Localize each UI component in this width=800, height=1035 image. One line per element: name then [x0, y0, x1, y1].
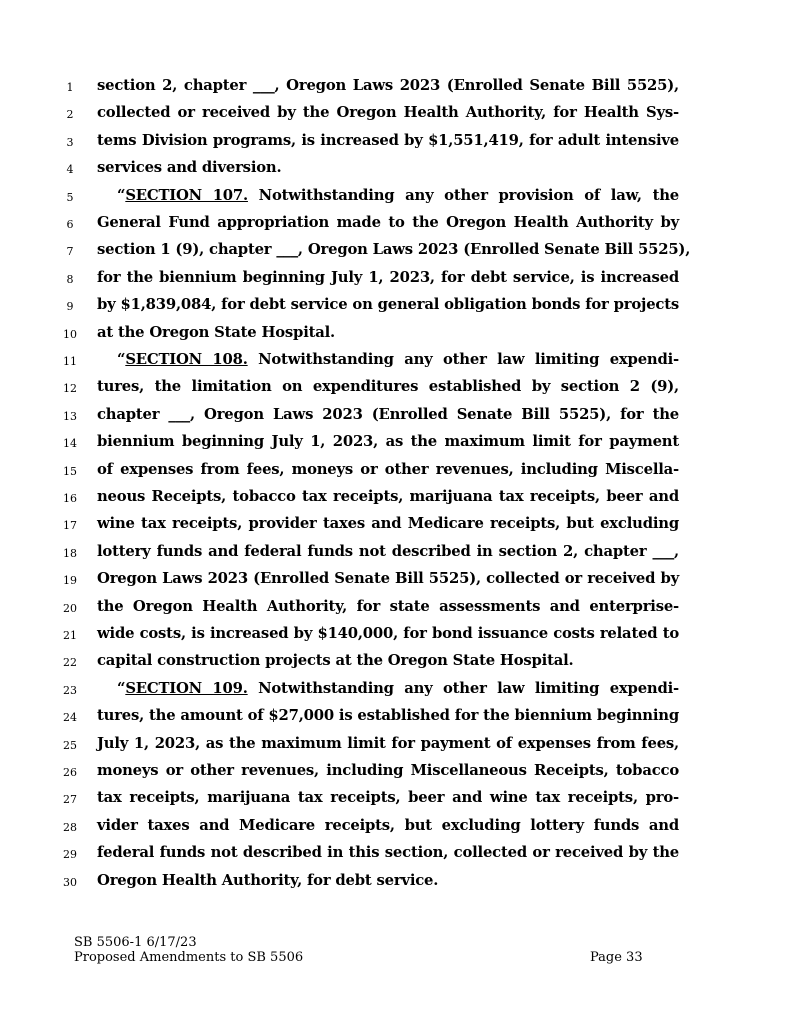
line-text: tures, the limitation on expenditures established by section 2 (9),	[97, 378, 679, 396]
line-text: moneys or other revenues, including Miscellaneous Receipts, tobacco	[97, 762, 679, 779]
line-text: for the biennium beginning July 1, 2023, for debt service, is increased	[97, 268, 679, 286]
line-text: federal funds not described in this section, collected or received by the	[97, 844, 679, 862]
text-line	[0, 758, 800, 785]
line-number: 3	[66, 135, 74, 149]
line-text: tures, the amount of $27,000 is established for the biennium beginning	[97, 707, 679, 725]
open-quote: “	[117, 186, 126, 204]
line-number: 26	[63, 766, 77, 779]
line-text: the Oregon Health Authority, for state assessments and enterprise-	[97, 597, 679, 615]
line-text: services and diversion.	[97, 159, 282, 177]
line-number: 10	[63, 327, 77, 341]
text-line	[0, 73, 800, 100]
text-line	[0, 594, 800, 621]
line-number: 12	[63, 382, 77, 396]
open-quote: “	[117, 679, 126, 697]
line-number: 8	[66, 272, 74, 286]
line-text: July 1, 2023, as the maximum limit for payment of expenses from fees,	[97, 734, 679, 752]
line-text: Oregon Laws 2023 (Enrolled Senate Bill 5525), collected or received by	[97, 570, 679, 588]
line-text: tax receipts, marijuana tax receipts, beer and wine tax receipts, pro-	[97, 789, 679, 807]
line-text: wide costs, is increased by $140,000, for bond issuance costs related to	[97, 625, 679, 642]
text-line	[0, 210, 800, 237]
text-line	[0, 813, 800, 840]
section-text: Notwithstanding any other law limiting expendi-	[247, 351, 679, 368]
line-text: section 1 (9), chapter ___, Oregon Laws 2023 (Enrolled Senate Bill 5525),	[97, 241, 691, 259]
line-text: capital construction projects at the Oregon State Hospital.	[97, 652, 574, 670]
line-text: neous Receipts, tobacco tax receipts, marijuana tax receipts, beer and	[97, 488, 679, 505]
line-number: 21	[63, 629, 77, 642]
line-text: section 2, chapter ___, Oregon Laws 2023 (Enrolled Senate Bill 5525),	[97, 77, 679, 94]
line-number: 15	[63, 464, 77, 478]
text-line	[0, 402, 800, 429]
text-line	[0, 840, 800, 867]
section-text: Notwithstanding any other provision of law, the	[247, 186, 679, 204]
line-text	[117, 351, 679, 368]
line-number: 23	[63, 683, 77, 697]
line-number: 14	[63, 437, 77, 451]
line-text: by $1,839,084, for debt service on general obligation bonds for projects	[97, 296, 679, 314]
line-number: 2	[66, 108, 74, 122]
line-number: 7	[66, 245, 74, 259]
text-line	[0, 648, 800, 675]
section-heading: SECTION 109.	[125, 679, 248, 697]
line-number: 19	[63, 574, 77, 588]
line-text	[117, 187, 679, 204]
text-line	[0, 155, 800, 182]
text-line	[0, 457, 800, 484]
line-text: General Fund appropriation made to the Oregon Health Authority by	[97, 214, 679, 231]
line-number: 11	[63, 355, 77, 368]
line-text: collected or received by the Oregon Health Authority, for Health Sys-	[97, 104, 679, 122]
line-number: 16	[63, 492, 77, 505]
text-line	[0, 292, 800, 319]
line-text: of expenses from fees, moneys or other revenues, including Miscella-	[97, 460, 679, 478]
footer-bill-date: SB 5506-1 6/17/23	[74, 935, 197, 950]
text-line	[0, 566, 800, 593]
line-number: 6	[66, 218, 74, 231]
page-footer	[74, 935, 674, 965]
text-line	[0, 265, 800, 292]
line-number: 9	[66, 300, 74, 314]
line-number: 27	[63, 793, 77, 807]
line-number: 22	[63, 656, 77, 670]
text-line	[0, 731, 800, 758]
line-text: biennium beginning July 1, 2023, as the maximum limit for payment	[97, 433, 679, 451]
line-number: 5	[66, 190, 74, 204]
line-text: lottery funds and federal funds not described in section 2, chapter ___,	[97, 542, 679, 560]
line-text	[117, 680, 679, 697]
line-number: 30	[63, 875, 77, 889]
line-number: 13	[63, 409, 77, 423]
line-number: 18	[63, 546, 77, 560]
line-number: 24	[63, 711, 77, 725]
page-number: Page 33	[590, 950, 643, 965]
line-number: 29	[63, 848, 77, 862]
line-text: Oregon Health Authority, for debt service.	[97, 871, 439, 889]
text-line	[0, 374, 800, 401]
line-text: at the Oregon State Hospital.	[97, 323, 336, 341]
text-line	[0, 703, 800, 730]
line-number: 25	[63, 738, 77, 752]
text-line	[0, 785, 800, 812]
line-number: 17	[63, 519, 77, 533]
line-text: wine tax receipts, provider taxes and Medicare receipts, but excluding	[97, 515, 679, 533]
text-line	[0, 237, 800, 264]
line-number: 28	[63, 820, 77, 834]
line-number: 4	[66, 163, 74, 177]
text-line	[0, 484, 800, 511]
line-text: chapter ___, Oregon Laws 2023 (Enrolled Senate Bill 5525), for the	[97, 405, 679, 423]
line-text: tems Division programs, is increased by $1,551,419, for adult intensive	[97, 131, 679, 149]
text-line	[0, 128, 800, 155]
section-heading: SECTION 108.	[125, 351, 248, 368]
text-line	[0, 511, 800, 538]
text-line	[0, 868, 800, 895]
text-line	[0, 676, 800, 703]
section-heading: SECTION 107.	[125, 186, 248, 204]
footer-title-row	[74, 950, 674, 965]
section-text: Notwithstanding any other law limiting expendi-	[247, 679, 679, 697]
text-line	[0, 183, 800, 210]
text-line	[0, 347, 800, 374]
text-line	[0, 621, 800, 648]
line-number: 20	[63, 601, 77, 615]
footer-title: Proposed Amendments to SB 5506	[74, 950, 304, 965]
line-text: vider taxes and Medicare receipts, but excluding lottery funds and	[97, 816, 679, 834]
open-quote: “	[117, 351, 126, 368]
text-line	[0, 429, 800, 456]
line-number: 1	[66, 81, 74, 94]
text-line	[0, 539, 800, 566]
text-line	[0, 320, 800, 347]
text-line	[0, 100, 800, 127]
